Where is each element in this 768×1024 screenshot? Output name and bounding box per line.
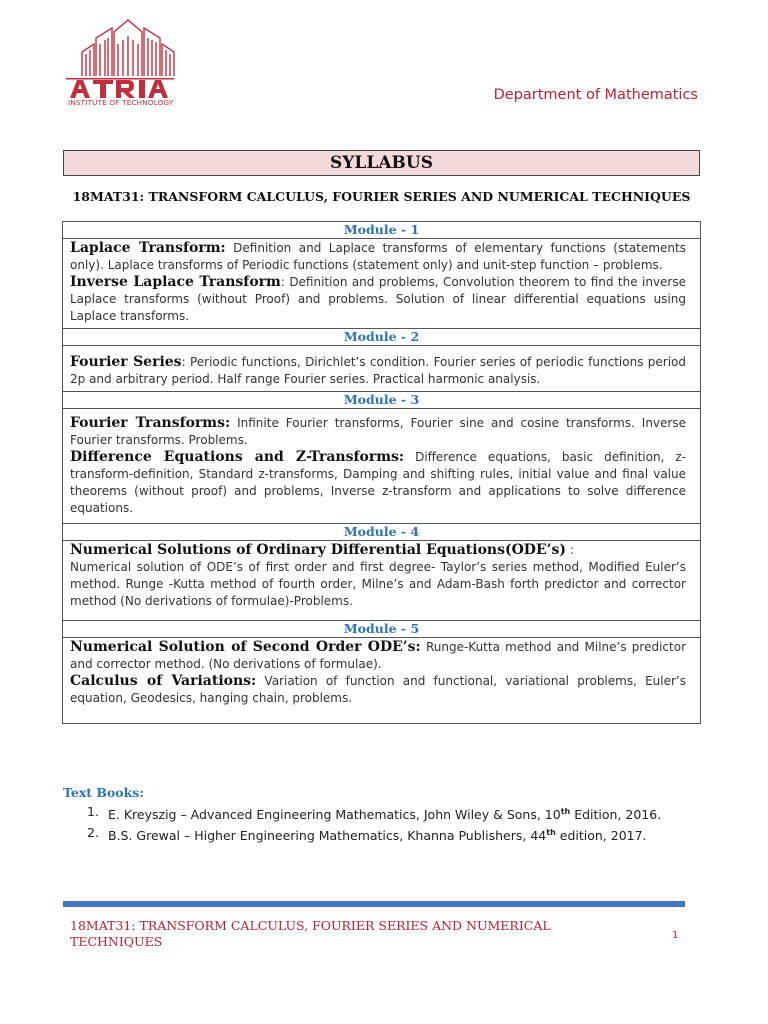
topic-text: : (566, 543, 574, 557)
topic-text: Definition and Laplace transforms of elementary functions (statements only). Laplace transforms of Periodic functions (statement only) and unit-step function – problems. (70, 241, 686, 272)
module-1-heading: Module - 1 (63, 222, 700, 239)
module-3-heading: Module - 3 (63, 392, 700, 409)
text-books-heading: Text Books: (63, 785, 144, 800)
book-citation: E. Kreyszig – Advanced Engineering Mathematics, John Wiley & Sons, 10 (108, 807, 561, 823)
text-books-list (87, 803, 687, 845)
module-4-body (63, 541, 700, 621)
topic-text: Numerical solution of ODE’s of first order and first degree- Taylor’s series method, Modified Euler’s method. Runge -Kutta method of fourth order, Milne’s and Adam-Bash forth predictor and corrector method (No derivations of formulae)-Problems. (70, 560, 686, 608)
module-1-body (63, 239, 700, 329)
list-number: 2. (87, 825, 99, 841)
topic-title: Inverse Laplace Transform (70, 274, 281, 290)
atria-logo (62, 14, 202, 110)
topic-title: Calculus of Variations: (70, 673, 257, 689)
footer-divider (63, 901, 685, 907)
book-citation-end: edition, 2017. (555, 828, 647, 844)
topic-title: Laplace Transform: (70, 240, 226, 256)
module-2-body (63, 346, 700, 392)
course-title: 18MAT31: TRANSFORM CALCULUS, FOURIER SERIES AND NUMERICAL TECHNIQUES (72, 189, 691, 204)
department-name: Department of Mathematics (493, 87, 698, 103)
module-4-heading: Module - 4 (63, 524, 700, 541)
list-number: 1. (87, 804, 99, 819)
topic-title: Fourier Series (70, 354, 182, 370)
logo-subtext: INSTITUTE OF TECHNOLOGY (68, 98, 174, 107)
module-5-heading: Module - 5 (63, 621, 700, 638)
superscript: th (560, 807, 571, 816)
topic-text: Difference equations, basic definition, z-transform-definition, Standard z-transforms, Damping and shifting rules, initial value and final value theorems (without proof) and problems, Inverse z-transform and applications to solve difference equations. (70, 450, 687, 515)
list-item (87, 824, 687, 844)
book-citation: B.S. Grewal – Higher Engineering Mathematics, Khanna Publishers, 44 (108, 828, 547, 844)
topic-text: Variation of function and functional, variational problems, Euler’s equation, Geodesics, hanging chain, problems. (70, 674, 686, 705)
topic-text: Infinite Fourier transforms, Fourier sine and cosine transforms. Inverse Fourier transforms. Problems. (70, 416, 686, 447)
topic-title: Numerical Solutions of Ordinary Differential Equations(ODE’s) (70, 542, 567, 558)
superscript: th (546, 828, 556, 838)
topic-title: Difference Equations and Z-Transforms: (70, 449, 405, 465)
list-item (87, 803, 687, 823)
topic-text: : Periodic functions, Dirichlet’s condition. Fourier series of periodic functions period 2p and arbitrary period. Half range Fourier series. Practical harmonic analysis. (70, 355, 687, 386)
page-number: 1 (672, 930, 679, 941)
topic-title: Numerical Solution of Second Order ODE’s: (70, 639, 421, 655)
module-table (62, 221, 701, 724)
footer-course-title: 18MAT31: TRANSFORM CALCULUS, FOURIER SERIES AND NUMERICAL TECHNIQUES (70, 918, 551, 949)
module-5-body (63, 638, 700, 723)
book-citation-end: Edition, 2016. (570, 807, 662, 823)
page-title: SYLLABUS (63, 150, 700, 176)
topic-text: : Definition and problems, Convolution theorem to find the inverse Laplace transforms (without Proof) and problems. Solution of linear differential equations using Laplace transforms. (70, 275, 686, 323)
topic-title: Fourier Transforms: (70, 415, 231, 431)
module-2-heading: Module - 2 (63, 329, 700, 346)
topic-text: Runge-Kutta method and Milne’s predictor and corrector method. (No derivations of formulae). (70, 640, 686, 671)
module-3-body (63, 409, 700, 524)
